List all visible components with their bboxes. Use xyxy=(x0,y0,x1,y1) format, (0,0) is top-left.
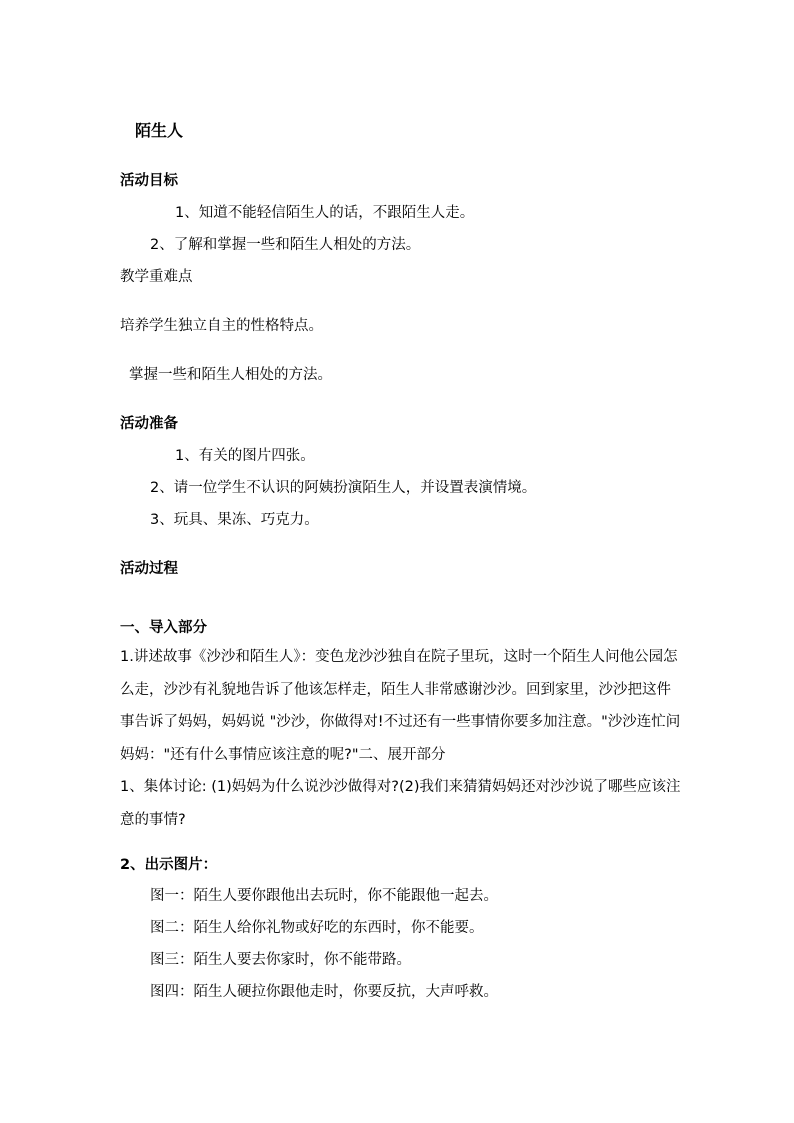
key-point-item: 培养学生独立自主的性格特点。 xyxy=(120,318,323,334)
discussion-paragraph: 1、集体讨论: (1)妈妈为什么说沙沙做得对?(2)我们来猜猜妈妈还对沙沙说了哪些应该注意的事情? xyxy=(120,779,681,828)
goals-heading: 活动目标 xyxy=(120,173,178,189)
process-heading: 活动过程 xyxy=(120,561,178,577)
picture-item: 图四：陌生人硬拉你跟他走时，你要反抗，大声呼救。 xyxy=(150,984,498,1000)
goal-item: 1、知道不能轻信陌生人的话，不跟陌生人走。 xyxy=(175,205,475,221)
pictures-heading: 2、出示图片： xyxy=(120,857,218,873)
key-points-heading: 教学重难点 xyxy=(120,269,193,285)
preparation-item: 1、有关的图片四张。 xyxy=(175,448,315,464)
goal-item: 2、了解和掌握一些和陌生人相处的方法。 xyxy=(150,237,421,253)
preparation-item: 2、请一位学生不认识的阿姨扮演陌生人，并设置表演情境。 xyxy=(150,480,537,496)
story-paragraph: 1.讲述故事《沙沙和陌生人》：变色龙沙沙独自在院子里玩，这时一个陌生人问他公园怎么走，沙沙有礼貌地告诉了他该怎样走，陌生人非常感谢沙沙。回到家里，沙沙把这件事告诉了妈妈，妈妈说 "沙沙，你做得对!不过还有一些事情你要多加注意。"沙沙连忙问妈妈："还有什么事情应该注意的呢?"二、展开部分 xyxy=(120,649,681,763)
preparation-item: 3、玩具、果冻、巧克力。 xyxy=(150,512,319,528)
part1-heading: 一、导入部分 xyxy=(120,620,207,636)
key-point-item: 掌握一些和陌生人相处的方法。 xyxy=(129,367,332,383)
picture-item: 图二：陌生人给你礼物或好吃的东西时，你不能要。 xyxy=(150,920,484,936)
preparation-heading: 活动准备 xyxy=(120,416,178,432)
picture-item: 图三：陌生人要去你家时，你不能带路。 xyxy=(150,952,411,968)
picture-item: 图一：陌生人要你跟他出去玩时，你不能跟他一起去。 xyxy=(150,888,498,904)
page-title: 陌生人 xyxy=(135,121,184,140)
